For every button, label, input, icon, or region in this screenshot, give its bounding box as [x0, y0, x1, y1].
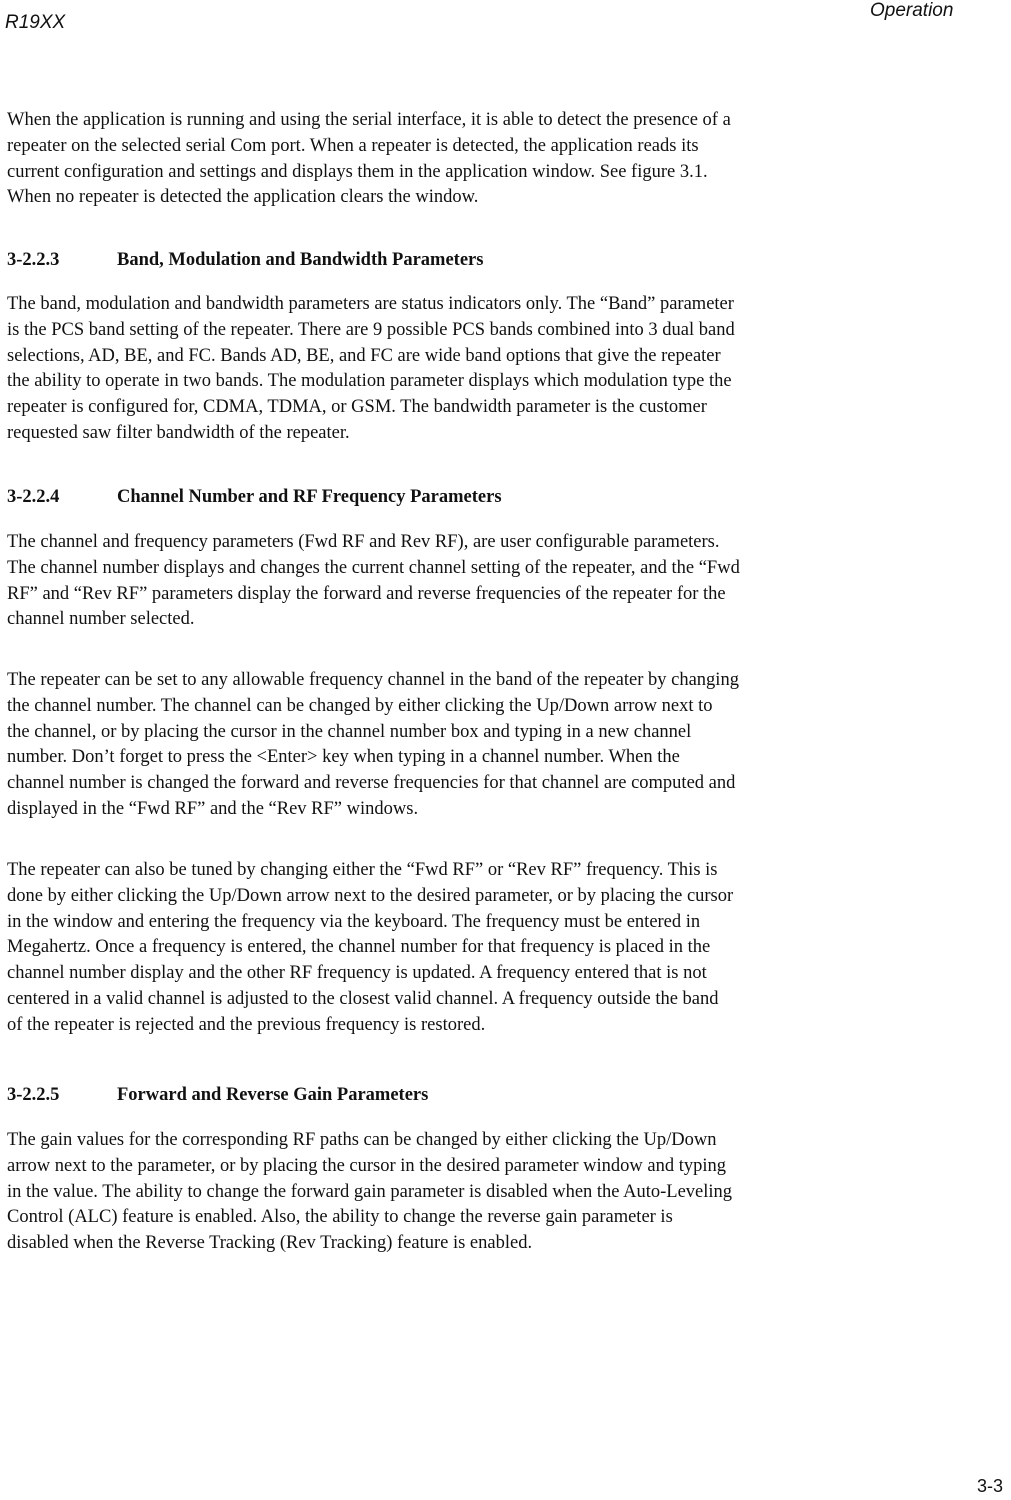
section-title: Forward and Reverse Gain Parameters — [117, 1085, 429, 1105]
header-doc-id: R19XX — [5, 12, 66, 33]
section-title: Channel Number and RF Frequency Parameters — [117, 487, 502, 507]
text-line: displayed in the “Fwd RF” and the “Rev RF” windows. — [7, 798, 419, 819]
section-heading-3-2-2-3 — [7, 250, 483, 271]
text-line: done by either clicking the Up/Down arrow next to the desired parameter, or by placing the cursor — [7, 885, 734, 906]
text-line: disabled when the Reverse Tracking (Rev Tracking) feature is enabled. — [7, 1233, 533, 1254]
text-line: When the application is running and using the serial interface, it is able to detect the presence of a — [7, 110, 731, 130]
section-heading-3-2-2-5 — [7, 1085, 428, 1106]
text-line: in the value. The ability to change the forward gain parameter is disabled when the Auto-Leveling — [7, 1181, 733, 1202]
section-title: Band, Modulation and Bandwidth Parameters — [117, 250, 484, 270]
paragraph-band-modulation — [7, 292, 735, 447]
section-number: 3-2.2.5 — [7, 1085, 60, 1105]
text-line: channel number display and the other RF frequency is updated. A frequency entered that is not — [7, 963, 707, 984]
text-line: centered in a valid channel is adjusted to the closest valid channel. A frequency outside the band — [7, 988, 719, 1009]
text-line: channel number selected. — [7, 609, 195, 630]
paragraph-channel-change — [7, 668, 739, 823]
text-line: The band, modulation and bandwidth parameters are status indicators only. The “Band” parameter — [7, 294, 734, 314]
text-line: number. Don’t forget to press the <Enter> key when typing in a channel number. When the — [7, 747, 680, 768]
text-line: requested saw filter bandwidth of the repeater. — [7, 422, 350, 443]
text-line: RF” and “Rev RF” parameters display the forward and reverse frequencies of the repeater for the — [7, 583, 726, 604]
text-line: When no repeater is detected the application clears the window. — [7, 187, 479, 208]
section-number: 3-2.2.4 — [7, 487, 60, 507]
paragraph-channel-frequency — [7, 530, 740, 633]
text-line: in the window and entering the frequency via the keyboard. The frequency must be entered in — [7, 911, 701, 932]
text-line: channel number is changed the forward and reverse frequencies for that channel are computed and — [7, 773, 736, 794]
text-line: the channel, or by placing the cursor in the channel number box and typing in a new channel — [7, 721, 692, 742]
text-line: Megahertz. Once a frequency is entered, the channel number for that frequency is placed in the — [7, 937, 711, 958]
section-heading-3-2-2-4 — [7, 487, 502, 508]
text-line: The channel number displays and changes the current channel setting of the repeater, and the “Fwd — [7, 557, 740, 578]
text-line: selections, AD, BE, and FC. Bands AD, BE, and FC are wide band options that give the repeater — [7, 345, 721, 366]
section-number: 3-2.2.3 — [7, 250, 60, 270]
text-line: the ability to operate in two bands. The modulation parameter displays which modulation type the — [7, 371, 732, 392]
text-line: The repeater can be set to any allowable frequency channel in the band of the repeater by changing — [7, 670, 739, 690]
page-number: 3-3 — [976, 1476, 1003, 1496]
paragraph-tuning — [7, 858, 733, 1039]
text-line: The repeater can also be tuned by changing either the “Fwd RF” or “Rev RF” frequency. This is — [7, 860, 718, 880]
text-line: The gain values for the corresponding RF paths can be changed by either clicking the Up/Down — [7, 1130, 717, 1150]
header-section: Operation — [870, 0, 954, 21]
paragraph-intro — [7, 108, 731, 211]
text-line: the channel number. The channel can be changed by either clicking the Up/Down arrow next to — [7, 695, 713, 716]
text-line: The channel and frequency parameters (Fwd RF and Rev RF), are user configurable parameters. — [7, 532, 720, 552]
text-line: of the repeater is rejected and the previous frequency is restored. — [7, 1014, 486, 1035]
text-line: current configuration and settings and displays them in the application window. See figure 3.1. — [7, 161, 708, 182]
text-line: repeater is configured for, CDMA, TDMA, or GSM. The bandwidth parameter is the customer — [7, 397, 707, 418]
text-line: is the PCS band setting of the repeater. There are 9 possible PCS bands combined into 3 dual band — [7, 319, 735, 340]
paragraph-gain — [7, 1128, 732, 1257]
text-line: repeater on the selected serial Com port. When a repeater is detected, the application reads its — [7, 135, 699, 156]
text-line: arrow next to the parameter, or by placing the cursor in the desired parameter window and typing — [7, 1155, 726, 1176]
text-line: Control (ALC) feature is enabled. Also, the ability to change the reverse gain parameter is — [7, 1207, 673, 1228]
